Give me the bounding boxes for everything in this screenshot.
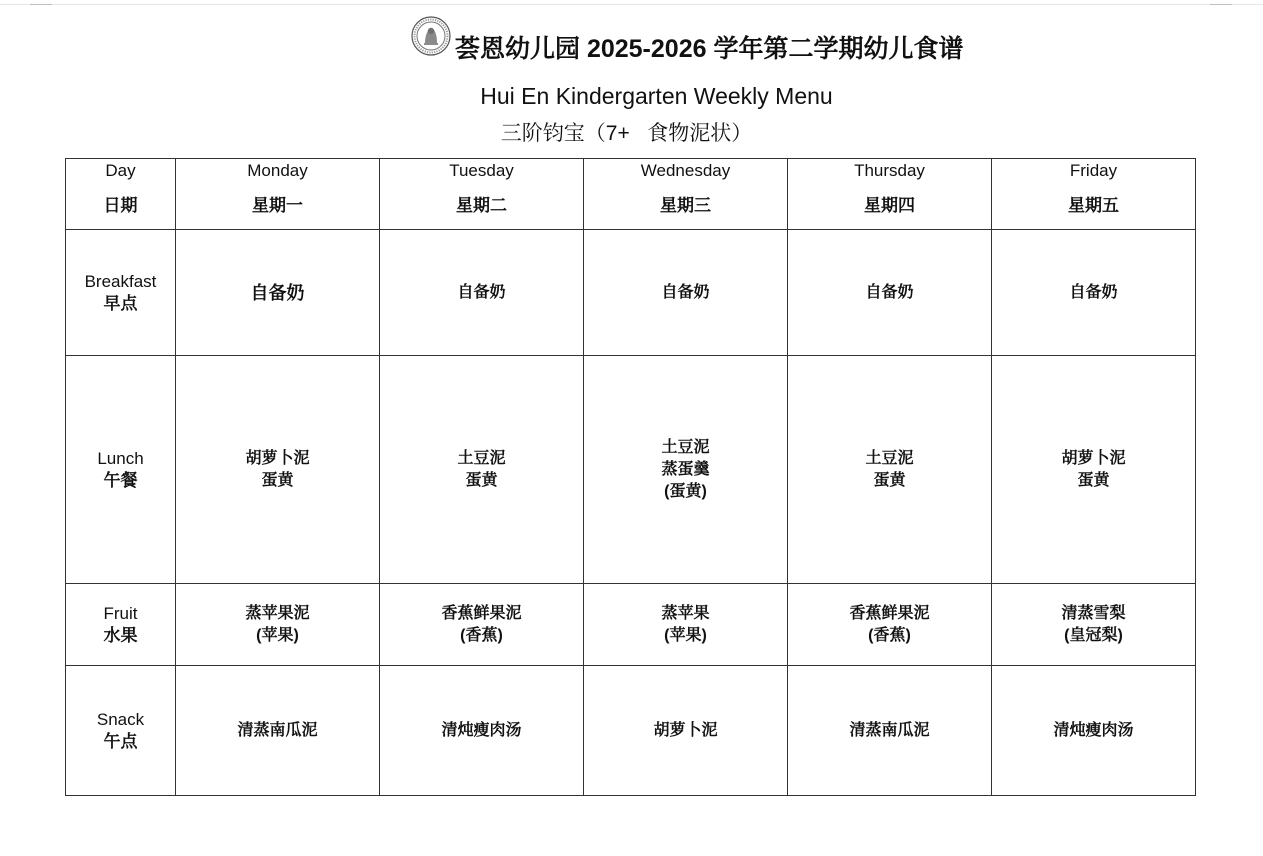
day-name-zh: 星期五: [1068, 196, 1119, 215]
menu-cell: [992, 584, 1196, 666]
menu-item-text: 香蕉鲜果泥: [849, 604, 930, 622]
menu-cell: [380, 356, 584, 584]
page-title: 荟恩幼儿园 2025-2026 学年第二学期幼儿食谱: [455, 35, 964, 63]
meal-label-en: Breakfast: [84, 271, 157, 291]
menu-cell: [380, 584, 584, 666]
meal-row-breakfast: [66, 230, 1196, 356]
menu-cell: [584, 230, 788, 356]
menu-item-text: 土豆泥: [457, 449, 506, 467]
meal-label-cell: [66, 666, 176, 796]
day-name-en: Wednesday: [640, 161, 731, 180]
menu-cell: [788, 230, 992, 356]
menu-cell: [380, 230, 584, 356]
menu-item-text: 自备奶: [661, 283, 710, 301]
meal-label-en: Snack: [96, 709, 145, 729]
day-name-zh: 星期三: [660, 196, 711, 215]
day-header-cell: [66, 159, 176, 230]
weekly-menu-table: [65, 158, 1196, 796]
table-header-row: [66, 159, 1196, 230]
meal-label-en: Fruit: [103, 603, 138, 623]
menu-cell: [176, 666, 380, 796]
day-name-en: Tuesday: [449, 161, 514, 180]
menu-item-text: 蛋黄: [873, 471, 906, 489]
menu-item-text: 香蕉鲜果泥: [441, 604, 522, 622]
meal-row-snack: [66, 666, 1196, 796]
menu-cell: [584, 584, 788, 666]
menu-item-text: 清蒸南瓜泥: [237, 721, 318, 739]
day-name-en: Thursday: [854, 161, 925, 180]
stage-label: 三阶钧宝（7+ 食物泥状）: [500, 122, 753, 145]
menu-item-text: 自备奶: [457, 283, 506, 301]
menu-item-text: 土豆泥: [661, 438, 710, 456]
menu-cell: [584, 356, 788, 584]
menu-cell: [788, 666, 992, 796]
menu-item-text: 清蒸南瓜泥: [849, 721, 930, 739]
page-top-border: [0, 4, 1263, 5]
meal-label-en: Lunch: [97, 448, 144, 468]
menu-item-text: (蛋黄): [664, 482, 707, 500]
menu-item-text: 蛋黄: [261, 471, 294, 489]
menu-cell: [992, 230, 1196, 356]
meal-label-cell: [66, 230, 176, 356]
menu-item-text: (苹果): [664, 626, 707, 644]
menu-item-text: 蒸蛋羹: [661, 460, 710, 478]
menu-cell: [788, 584, 992, 666]
menu-item-text: 胡萝卜泥: [245, 449, 310, 467]
menu-cell: [176, 584, 380, 666]
menu-item-text: 土豆泥: [865, 449, 914, 467]
menu-item-text: 蒸苹果: [661, 604, 710, 622]
menu-item-text: (香蕉): [460, 626, 503, 644]
menu-cell: [176, 356, 380, 584]
menu-item-text: 清蒸雪梨: [1061, 604, 1126, 622]
day-header-monday: [176, 159, 380, 230]
title-row: [0, 14, 1263, 63]
page-corner-mark-left: [30, 4, 52, 5]
menu-cell: [584, 666, 788, 796]
menu-item-text: 自备奶: [1069, 283, 1118, 301]
meal-label-zh: 午点: [103, 731, 138, 751]
day-header-zh: 日期: [103, 196, 138, 215]
day-header-wednesday: [584, 159, 788, 230]
menu-cell: [992, 356, 1196, 584]
menu-item-text: (皇冠梨): [1064, 626, 1123, 644]
day-name-en: Friday: [1069, 161, 1118, 180]
menu-item-text: (苹果): [256, 626, 299, 644]
menu-item-text: 蛋黄: [465, 471, 498, 489]
menu-cell: [788, 356, 992, 584]
menu-cell: [176, 230, 380, 356]
day-header-thursday: [788, 159, 992, 230]
menu-cell: [380, 666, 584, 796]
meal-row-lunch: [66, 356, 1196, 584]
menu-item-text: (香蕉): [868, 626, 911, 644]
page-corner-mark-right: [1210, 4, 1232, 5]
meal-label-zh: 水果: [103, 625, 138, 645]
menu-item-text: 自备奶: [250, 282, 305, 303]
menu-item-text: 蒸苹果泥: [245, 604, 310, 622]
menu-item-text: 自备奶: [865, 283, 914, 301]
menu-item-text: 蛋黄: [1077, 471, 1110, 489]
meal-row-fruit: [66, 584, 1196, 666]
meal-label-cell: [66, 584, 176, 666]
day-header-tuesday: [380, 159, 584, 230]
day-header-en: Day: [105, 161, 136, 180]
day-name-zh: 星期一: [252, 196, 303, 215]
meal-label-cell: [66, 356, 176, 584]
meal-label-zh: 早点: [103, 293, 138, 313]
day-name-en: Monday: [247, 161, 308, 180]
page-subtitle: Hui En Kindergarten Weekly Menu: [480, 83, 833, 109]
menu-item-text: 清炖瘦肉汤: [441, 721, 522, 739]
menu-cell: [992, 666, 1196, 796]
day-header-friday: [992, 159, 1196, 230]
day-name-zh: 星期四: [864, 196, 915, 215]
day-name-zh: 星期二: [456, 196, 507, 215]
meal-label-zh: 午餐: [103, 470, 138, 490]
kindergarten-seal-logo-icon: [411, 16, 451, 56]
menu-item-text: 清炖瘦肉汤: [1053, 721, 1134, 739]
menu-item-text: 胡萝卜泥: [653, 721, 718, 739]
menu-item-text: 胡萝卜泥: [1061, 449, 1126, 467]
